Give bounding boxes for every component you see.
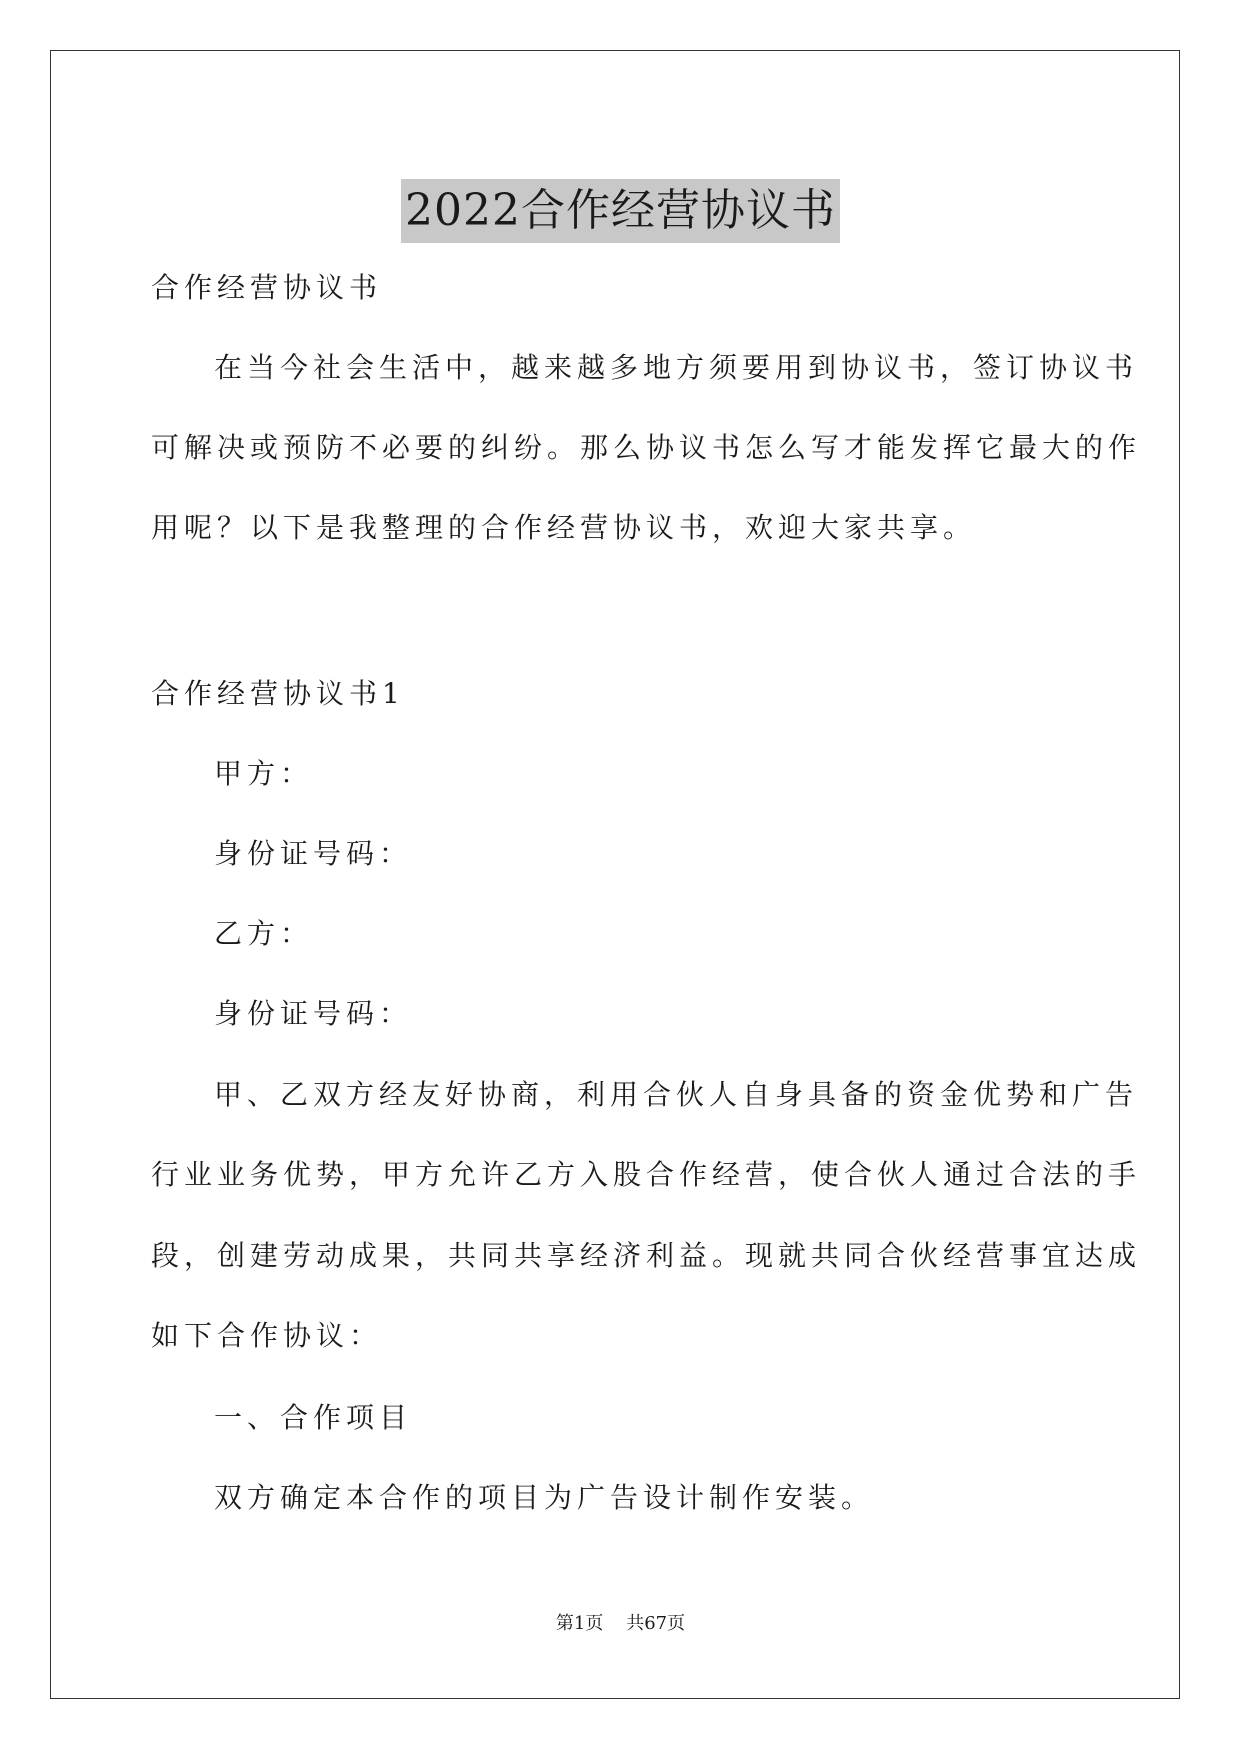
paragraph-line: 如下合作协议：	[151, 1319, 383, 1352]
party-a-id-label: 身份证号码：	[214, 837, 413, 870]
paragraph-line: 行业业务优势，甲方允许乙方入股合作经营，使合伙人通过合法的手	[151, 1158, 1142, 1191]
paragraph-line: 可解决或预防不必要的纠纷。那么协议书怎么写才能发挥它最大的作	[151, 431, 1142, 464]
section-heading: 合作经营协议书1	[151, 677, 405, 710]
document-title: 2022合作经营协议书	[401, 179, 840, 243]
paragraph-line: 双方确定本合作的项目为广告设计制作安装。	[214, 1481, 875, 1514]
paragraph-line: 在当今社会生活中，越来越多地方须要用到协议书，签订协议书	[214, 351, 1139, 384]
section-heading: 合作经营协议书	[151, 271, 383, 304]
party-b-id-label: 身份证号码：	[214, 997, 413, 1030]
party-b-label: 乙方：	[214, 917, 314, 950]
paragraph-line: 甲、乙双方经友好协商，利用合伙人自身具备的资金优势和广告	[214, 1078, 1139, 1111]
clause-heading: 一、合作项目	[214, 1401, 413, 1434]
page-number: 第1页	[555, 1613, 604, 1634]
title-container	[0, 150, 1241, 273]
page-total: 共67页	[626, 1613, 686, 1634]
paragraph-line: 用呢？以下是我整理的合作经营协议书，欢迎大家共享。	[151, 511, 977, 544]
page-footer	[0, 1612, 1241, 1636]
paragraph-line: 段，创建劳动成果，共同共享经济利益。现就共同合伙经营事宜达成	[151, 1239, 1142, 1272]
party-a-label: 甲方：	[214, 757, 314, 790]
